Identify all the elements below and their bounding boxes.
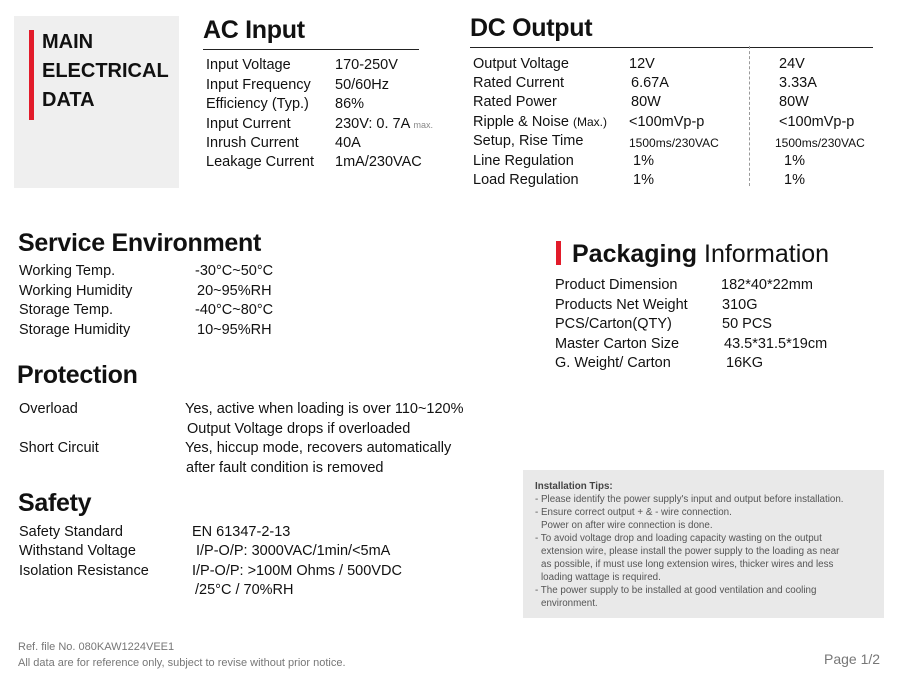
main-title: [42, 28, 169, 115]
row-label: Leakage Current: [206, 154, 315, 170]
row-value: [335, 115, 433, 136]
row-value-24v: 1%: [784, 153, 805, 169]
row-label: Input Voltage: [206, 57, 291, 73]
row-label-note: (Max.): [572, 115, 607, 129]
disclaimer: All data are for reference only, subject to revise without prior notice.: [18, 657, 346, 669]
row-value: 1mA/230VAC: [335, 154, 422, 170]
row-value-note: max.: [413, 120, 433, 130]
packaging-heading: [572, 240, 829, 269]
row-label: G. Weight/ Carton: [555, 355, 671, 371]
row-label: PCS/Carton(QTY): [555, 316, 672, 332]
row-label: [473, 113, 607, 133]
installation-tips-box: [523, 470, 884, 618]
row-label: Setup, Rise Time: [473, 133, 584, 149]
row-value: I/P-O/P: 3000VAC/1min/<5mA: [196, 543, 391, 559]
row-value: /25°C / 70%RH: [195, 582, 294, 598]
row-value: 16KG: [726, 355, 764, 371]
row-value: 86%: [335, 96, 365, 112]
row-label: Products Net Weight: [555, 297, 688, 313]
safety-heading: Safety: [18, 489, 92, 517]
packaging-heading-bold: Packaging: [572, 240, 698, 268]
tip-line: - The power supply to be installed at good ventilation and cooling: [535, 585, 817, 596]
row-value: 40A: [335, 135, 361, 151]
tips-title: Installation Tips:: [535, 481, 613, 492]
row-value-24v: 1500ms/230VAC: [775, 136, 865, 150]
row-label: Rated Current: [473, 75, 565, 91]
row-value-24v: 80W: [779, 94, 809, 110]
row-label: Input Current: [206, 116, 291, 132]
tip-line: loading wattage is required.: [541, 572, 661, 583]
protection-heading: Protection: [17, 361, 138, 389]
tip-line: as possible, if must use long extension wires, thicker wires and less: [541, 559, 834, 570]
row-value: -40°C~80°C: [195, 302, 274, 318]
row-label: Line Regulation: [473, 153, 574, 169]
main-title-line: DATA: [42, 89, 95, 111]
main-title-line: MAIN: [42, 31, 94, 53]
packaging-accent-bar: [556, 241, 561, 265]
row-value-12v: <100mVp-p: [629, 114, 705, 130]
row-value-24v: <100mVp-p: [779, 114, 855, 130]
packaging-heading-rest: Information: [697, 240, 830, 268]
main-electrical-data-box: [14, 16, 179, 188]
tip-line: extension wire, please install the power supply to the loading as near: [541, 546, 840, 557]
row-value: 50 PCS: [722, 316, 772, 332]
row-value: Yes, hiccup mode, recovers automatically: [185, 440, 452, 456]
column-divider: [749, 46, 750, 186]
row-label: Isolation Resistance: [19, 563, 149, 579]
row-label: Storage Humidity: [19, 322, 131, 338]
row-label: Overload: [19, 401, 78, 417]
tip-line: - Please identify the power supply's input and output before installation.: [535, 494, 844, 505]
row-label-text: Ripple & Noise: [473, 114, 569, 130]
row-value: 170-250V: [335, 57, 398, 73]
ac-input-rule: [203, 49, 419, 50]
row-value-12v: 1%: [633, 172, 654, 188]
row-label: Input Frequency: [206, 77, 311, 93]
page-number: Page 1/2: [824, 651, 881, 667]
row-value: 10~95%RH: [197, 322, 272, 338]
ac-input-heading: AC Input: [203, 16, 305, 44]
row-label: Storage Temp.: [19, 302, 114, 318]
row-value-24v: 1%: [784, 172, 805, 188]
row-value: after fault condition is removed: [186, 460, 384, 476]
tip-line: - Ensure correct output + & - wire connection.: [535, 507, 732, 518]
row-label: Working Humidity: [19, 283, 133, 299]
dc-output-rule: [470, 47, 873, 48]
row-value-12v: 1500ms/230VAC: [629, 136, 719, 150]
row-value: Output Voltage drops if overloaded: [187, 421, 411, 437]
row-value-12v: 6.67A: [631, 75, 669, 91]
row-value: Yes, active when loading is over 110~120%: [185, 401, 464, 417]
row-value: 182*40*22mm: [721, 277, 813, 293]
row-label: Output Voltage: [473, 56, 569, 72]
tip-line: environment.: [541, 598, 598, 609]
row-label: Working Temp.: [19, 263, 116, 279]
main-title-line: ELECTRICAL: [42, 60, 169, 82]
row-label: Rated Power: [473, 94, 557, 110]
row-value: I/P-O/P: >100M Ohms / 500VDC: [192, 563, 402, 579]
dc-output-heading: DC Output: [470, 14, 593, 42]
row-value: 20~95%RH: [197, 283, 272, 299]
row-value: -30°C~50°C: [195, 263, 274, 279]
row-label: Master Carton Size: [555, 336, 680, 352]
row-label: Safety Standard: [19, 524, 123, 540]
row-value-12v: 80W: [631, 94, 661, 110]
reference-file-number: Ref. file No. 080KAW1224VEE1: [18, 641, 175, 653]
row-value-12v: 1%: [633, 153, 654, 169]
service-environment-heading: Service Environment: [18, 229, 262, 257]
row-label: Short Circuit: [19, 440, 99, 456]
row-label: Load Regulation: [473, 172, 579, 188]
row-value: 50/60Hz: [335, 77, 390, 93]
row-value-24v: 3.33A: [779, 75, 817, 91]
row-label: Efficiency (Typ.): [206, 96, 309, 112]
tip-line: - To avoid voltage drop and loading capacity wasting on the output: [535, 533, 822, 544]
row-value-text: 230V: 0. 7A: [335, 116, 410, 132]
row-label: Product Dimension: [555, 277, 678, 293]
row-value-24v: 24V: [779, 56, 805, 72]
row-label: Inrush Current: [206, 135, 299, 151]
row-value-12v: 12V: [629, 56, 655, 72]
accent-bar: [29, 30, 34, 120]
row-value: 310G: [722, 297, 758, 313]
row-value: 43.5*31.5*19cm: [724, 336, 828, 352]
row-label: Withstand Voltage: [19, 543, 136, 559]
tip-line: Power on after wire connection is done.: [541, 520, 713, 531]
row-value: EN 61347-2-13: [192, 524, 291, 540]
